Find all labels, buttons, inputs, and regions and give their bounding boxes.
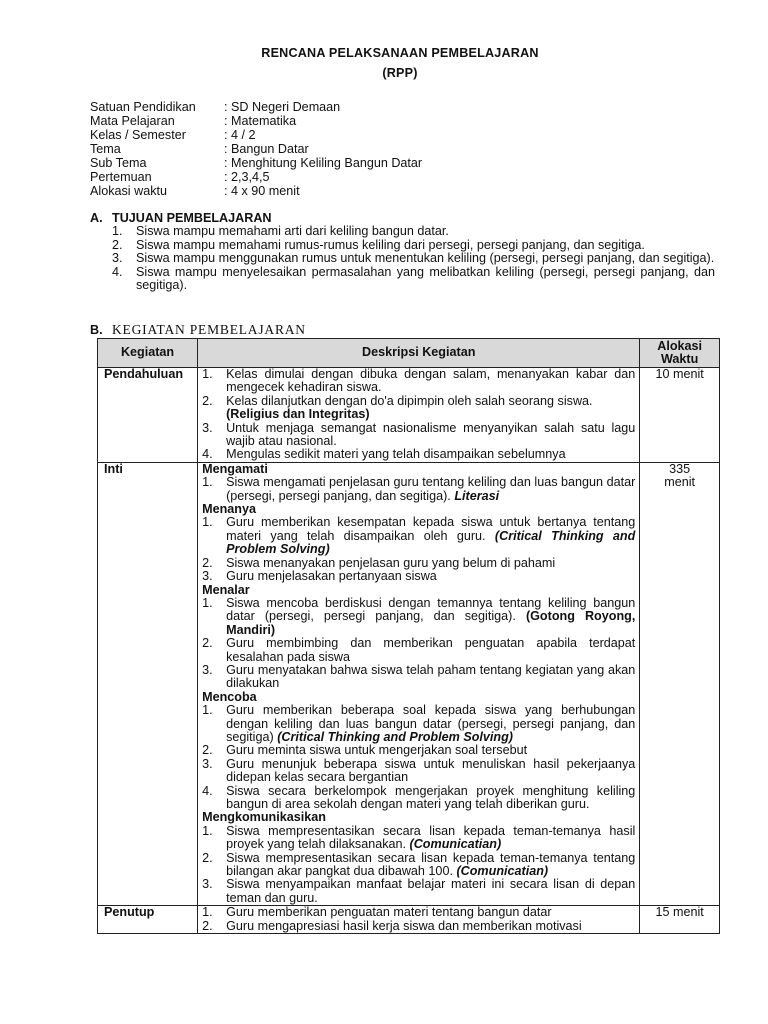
info-row — [90, 114, 422, 128]
item-number: 1. — [202, 905, 213, 920]
info-label: Satuan Pendidikan — [90, 100, 196, 114]
list-item — [202, 852, 635, 879]
character-tag: (Critical Thinking and Problem Solving) — [277, 729, 513, 744]
item-text: Guru membimbing dan memberikan penguatan apabila terdapat kesalahan pada siswa — [226, 636, 636, 664]
list-item — [202, 744, 635, 757]
section-letter: A. — [90, 211, 103, 225]
list-item — [202, 664, 635, 691]
item-number: 3. — [202, 756, 213, 771]
document-subtitle: (RPP) — [382, 66, 418, 80]
table-row-inti — [98, 462, 720, 905]
phase-description — [198, 462, 640, 905]
info-value: : 4 / 2 — [224, 128, 256, 142]
document-title: RENCANA PELAKSANAAN PEMBELAJARAN — [261, 46, 539, 60]
list-item — [202, 516, 635, 556]
item-text: Guru memberikan beberapa soal kepada siswa yang berhubungan dengan keliling dan luas bangun datar (persegi, persegi panjang, dan segitiga) — [226, 703, 636, 744]
column-header-deskripsi: Deskripsi Kegiatan — [198, 339, 640, 368]
list-item — [202, 758, 635, 785]
list-item — [202, 448, 635, 461]
list-item — [112, 225, 715, 239]
item-number: 4. — [202, 447, 213, 462]
item-number: 1. — [202, 823, 213, 838]
item-text: Siswa mampu menggunakan rumus untuk menentukan keliling (persegi, persegi panjang, dan segitiga). — [136, 251, 715, 266]
item-number: 2. — [112, 237, 123, 252]
info-row — [90, 170, 422, 184]
info-label: Sub Tema — [90, 156, 147, 170]
list-item — [112, 266, 715, 293]
item-number: 4. — [112, 264, 123, 279]
item-number: 1. — [202, 475, 213, 490]
section-a-heading — [90, 211, 272, 225]
item-text: Siswa mencoba berdiskusi dengan temannya tentang keliling bangun datar (persegi, persegi panjang, dan segitiga). — [226, 595, 636, 624]
item-text: Siswa menanyakan penjelasan guru yang belum di pahami — [226, 555, 556, 570]
item-text: Guru menunjuk beberapa siswa untuk menuliskan hasil pekerjaanya didepan kelas secara bergantian — [226, 756, 636, 785]
table-header-row — [98, 339, 720, 368]
character-tag: (Critical Thinking and Problem Solving) — [226, 528, 636, 557]
item-text: Guru menyatakan bahwa siswa telah paham tentang kegiatan yang akan dilakukan — [226, 662, 636, 691]
item-number: 3. — [202, 662, 213, 677]
info-row — [90, 184, 422, 198]
info-label: Kelas / Semester — [90, 128, 186, 142]
item-number: 2. — [202, 555, 213, 570]
character-tag: (Comunicatian) — [409, 837, 502, 852]
list-item — [202, 637, 635, 664]
info-label: Alokasi waktu — [90, 184, 167, 198]
info-label: Pertemuan — [90, 170, 152, 184]
character-tag: Literasi — [454, 488, 500, 503]
list-item — [202, 597, 635, 637]
info-row — [90, 100, 422, 114]
step-title: Menanya — [202, 502, 256, 517]
info-label: Mata Pelajaran — [90, 114, 175, 128]
item-text: Guru mengapresiasi hasil kerja siswa dan memberikan motivasi — [226, 918, 582, 933]
activities-table — [97, 338, 720, 934]
item-number: 4. — [202, 783, 213, 798]
phase-label: Inti — [98, 462, 198, 905]
item-text: Guru menjelasakan pertanyaan siswa — [226, 569, 437, 584]
character-tag: (Gotong Royong, Mandiri) — [226, 609, 636, 637]
list-item — [202, 920, 635, 933]
identity-block — [90, 100, 422, 198]
column-header-kegiatan: Kegiatan — [98, 339, 198, 368]
item-text: Siswa menyampaikan manfaat belajar materi ini secara lisan di depan teman dan guru. — [226, 877, 636, 905]
phase-time-value: 335 menit — [664, 461, 696, 490]
character-tag: (Religius dan Integritas) — [226, 407, 370, 422]
phase-description — [198, 368, 640, 463]
list-item — [112, 239, 715, 253]
info-value: : Bangun Datar — [224, 142, 309, 156]
item-number: 2. — [202, 918, 213, 933]
info-row — [90, 156, 422, 170]
item-text: Kelas dimulai dengan dibuka dengan salam, menanyakan kabar dan mengecek kehadiran siswa. — [226, 367, 636, 395]
list-item — [202, 906, 635, 919]
step-title: Mengamati — [202, 461, 268, 476]
item-text: Siswa secara berkelompok mengerjakan proyek menghitung keliling bangun di area sekolah dengan materi yang telah diberikan guru. — [226, 783, 636, 811]
item-number: 2. — [202, 636, 213, 651]
list-item — [202, 476, 635, 503]
phase-time: 10 menit — [640, 368, 720, 463]
list-item — [202, 704, 635, 744]
list-item — [202, 368, 635, 395]
item-number: 3. — [202, 420, 213, 435]
section-title: TUJUAN PEMBELAJARAN — [112, 211, 272, 225]
phase-time — [640, 462, 720, 905]
item-text: Siswa mampu memahami arti dari keliling bangun datar. — [136, 224, 449, 238]
phase-label: Penutup — [98, 906, 198, 934]
list-item — [202, 878, 635, 905]
step-title: Mengkomunikasikan — [202, 810, 326, 825]
item-text: Siswa mengamati penjelasan guru tentang keliling dan luas bangun datar (persegi, persegi panjang, dan segitiga). — [226, 475, 636, 503]
table-row-penutup — [98, 906, 720, 934]
item-number: 1. — [112, 224, 123, 238]
item-text: Kelas dilanjutkan dengan do'a dipimpin oleh salah seorang siswa. — [226, 393, 593, 408]
step-title: Menalar — [202, 582, 250, 597]
list-item — [202, 785, 635, 812]
phase-label: Pendahuluan — [98, 368, 198, 463]
item-text: Siswa mampu memahami rumus-rumus keliling dari persegi, persegi panjang, dan segitiga. — [136, 237, 645, 252]
item-number: 3. — [202, 569, 213, 584]
list-item — [202, 395, 635, 422]
item-text: Guru memberikan penguatan materi tentang bangun datar — [226, 905, 552, 920]
list-item — [112, 252, 715, 266]
table-row-pendahuluan — [98, 368, 720, 463]
step-title: Mencoba — [202, 689, 257, 704]
list-item — [202, 825, 635, 852]
section-letter: B. — [90, 323, 103, 337]
item-number: 1. — [202, 703, 213, 718]
item-number: 2. — [202, 743, 213, 758]
info-value: : 2,3,4,5 — [224, 170, 270, 184]
item-number: 1. — [202, 595, 213, 610]
item-number: 2. — [202, 393, 213, 408]
info-value: : SD Negeri Demaan — [224, 100, 341, 114]
info-row — [90, 142, 422, 156]
item-text: Guru meminta siswa untuk mengerjakan soal tersebut — [226, 743, 528, 758]
info-value: : Menghitung Keliling Bangun Datar — [224, 156, 423, 170]
section-b-heading — [90, 322, 306, 338]
item-number: 2. — [202, 850, 213, 865]
column-header-alokasi: Alokasi Waktu — [640, 339, 720, 368]
section-title: KEGIATAN PEMBELAJARAN — [112, 322, 306, 337]
item-text: Siswa mempresentasikan secara lisan kepada teman-temanya hasil proyek yang telah dilaksanakan. — [226, 823, 636, 852]
item-text: Mengulas sedikit materi yang telah disampaikan sebelumnya — [226, 447, 566, 462]
item-text: Untuk menjaga semangat nasionalisme menyanyikan salah satu lagu wajib atau nasional. — [226, 420, 636, 449]
item-number: 1. — [202, 515, 213, 530]
item-number: 1. — [202, 367, 213, 381]
character-tag: (Comunicatian) — [456, 864, 549, 879]
item-text: Siswa mampu menyelesaikan permasalahan yang melibatkan keliling (persegi, persegi panjang, dan segitiga). — [136, 264, 715, 293]
list-item — [202, 570, 635, 583]
info-value: : 4 x 90 menit — [224, 184, 300, 198]
phase-description — [198, 906, 640, 934]
item-number: 3. — [112, 251, 123, 266]
item-text: Siswa mempresentasikan secara lisan kepada teman-temanya tentang bilangan akar pangkat dua dibawah 100. — [226, 850, 636, 879]
list-item — [202, 422, 635, 449]
item-text: Guru memberikan kesempatan kepada siswa untuk bertanya tentang materi yang telah disampaikan oleh guru. — [226, 515, 636, 543]
objectives-list — [112, 225, 715, 293]
item-number: 3. — [202, 877, 213, 892]
info-row — [90, 128, 422, 142]
list-item — [202, 557, 635, 570]
info-label: Tema — [90, 142, 121, 156]
info-value: : Matematika — [224, 114, 297, 128]
phase-time: 15 menit — [640, 906, 720, 934]
